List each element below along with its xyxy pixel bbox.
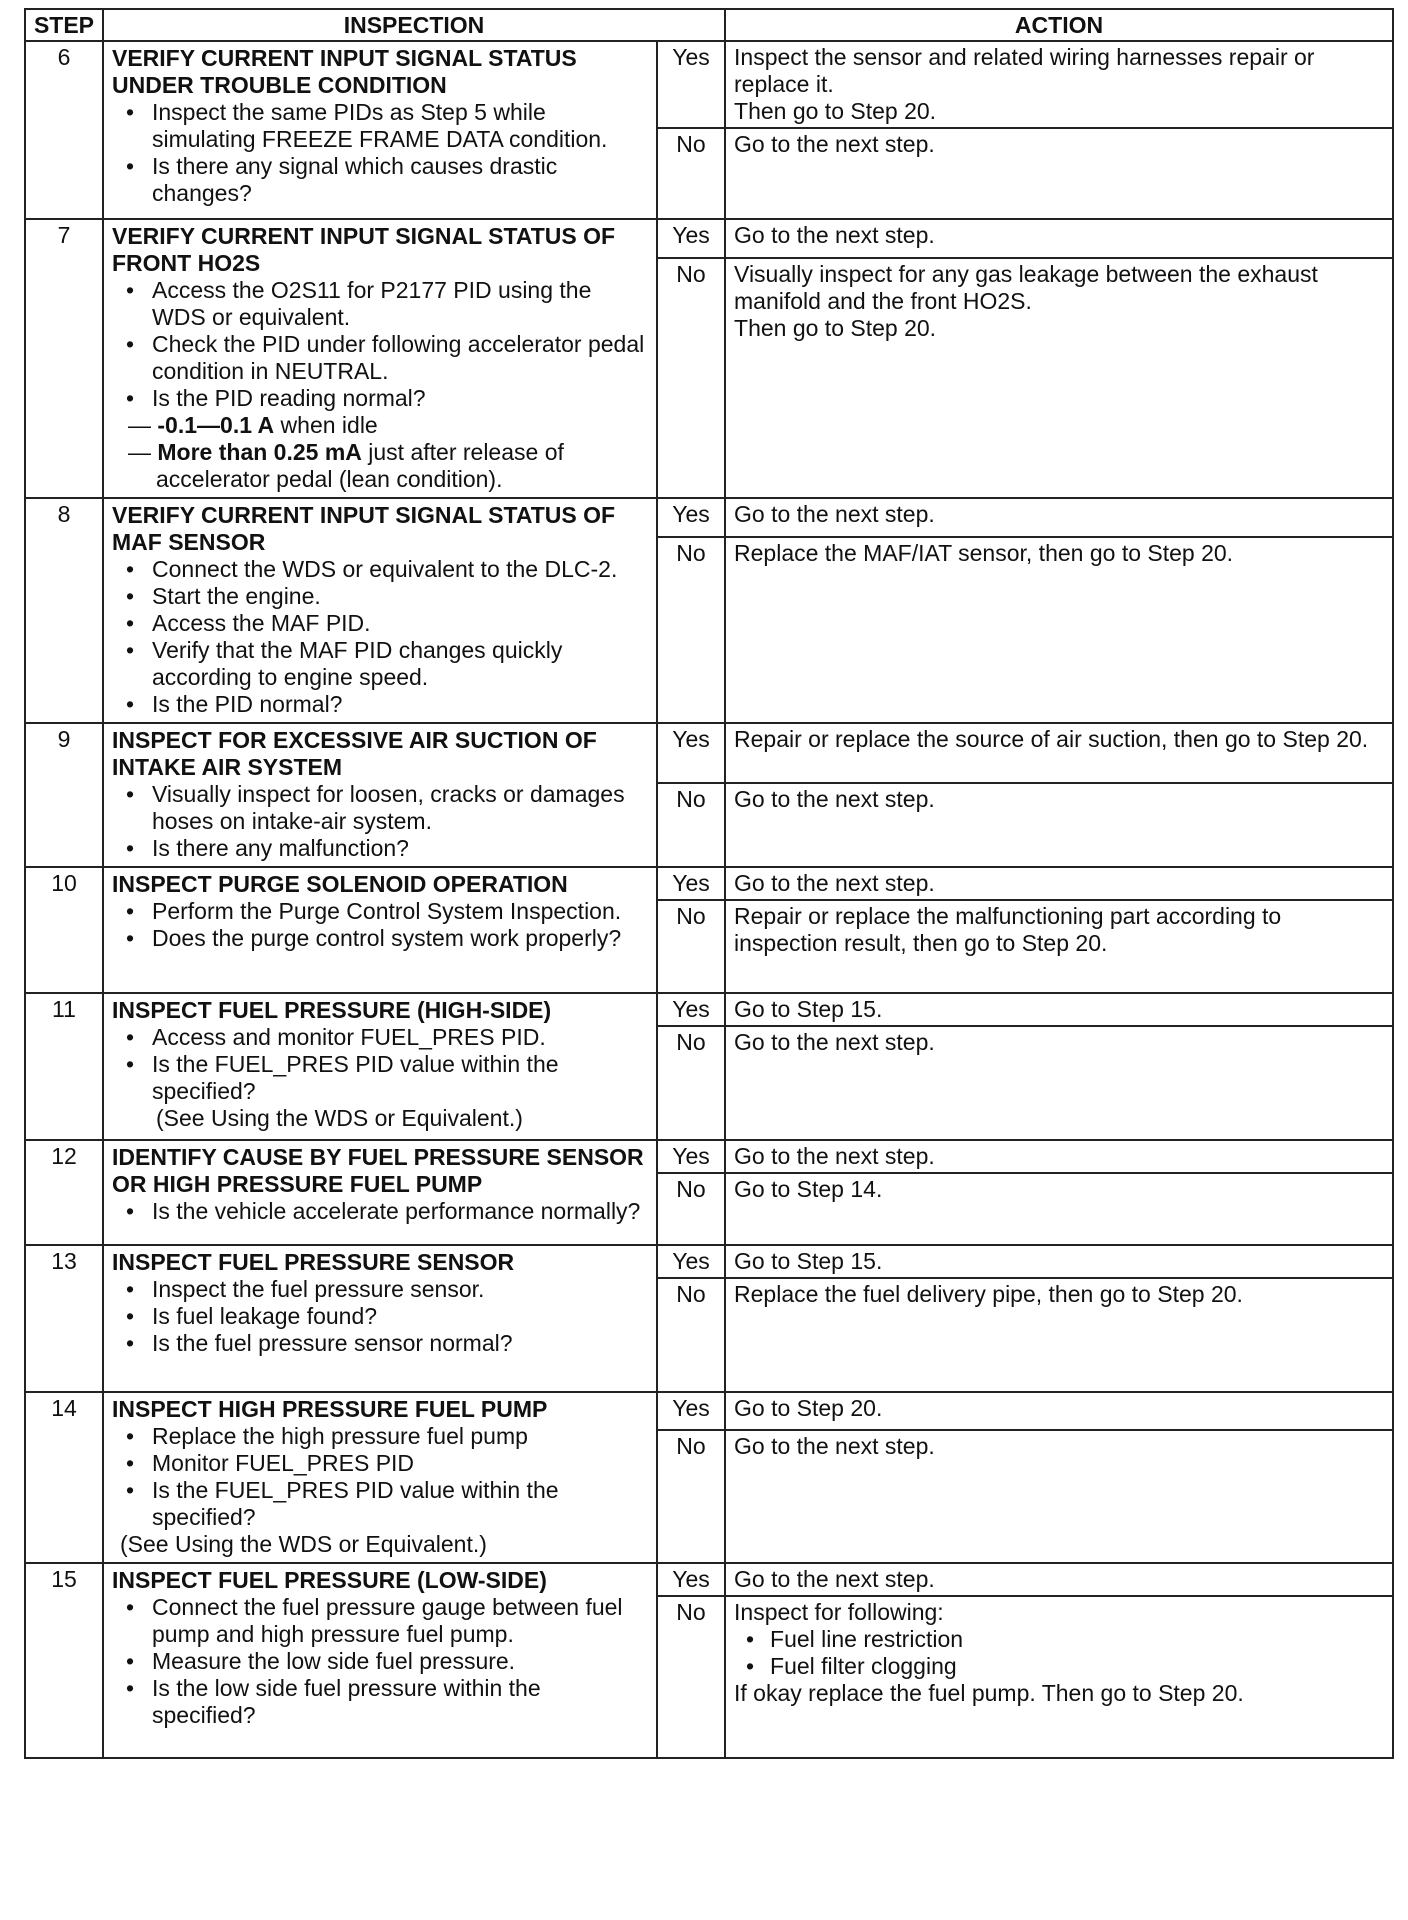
answer-no: No [657,900,725,993]
action-text: Go to the next step. [734,870,935,896]
table-row [25,1392,1393,1430]
inspection-cell [103,41,657,219]
table-row [25,41,1393,128]
yes-action [725,723,1393,783]
answer-no: No [657,783,725,867]
answer-yes: Yes [657,41,725,128]
action-text: Replace the fuel delivery pipe, then go to Step 20. [734,1281,1243,1307]
inspection-item: • Verify that the MAF PID changes quickly according to engine speed. [112,637,650,691]
inspection-steps [112,1594,650,1729]
inspection-item: • Is the low side fuel pressure within the specified? [112,1675,650,1729]
inspection-item: • Replace the high pressure fuel pump [112,1423,650,1450]
inspection-title: INSPECT FUEL PRESSURE SENSOR [112,1249,515,1275]
action-text: Go to the next step. [734,1433,935,1460]
yes-action [725,219,1393,258]
answer-yes: Yes [657,219,725,258]
inspection-cell [103,219,657,498]
inspection-item: • Connect the fuel pressure gauge between fuel pump and high pressure fuel pump. [112,1594,650,1648]
reference-note: (See Using the WDS or Equivalent.) [120,1531,487,1557]
answer-yes: Yes [657,1245,725,1278]
answer-no: No [657,1596,725,1758]
inspection-item: • Is fuel leakage found? [112,1303,650,1330]
no-action [725,783,1393,867]
no-action [725,258,1393,498]
inspection-item: • Is there any signal which causes drastic changes? [112,153,650,207]
header-action: ACTION [725,9,1393,41]
action-text: Go to the next step. [734,785,935,812]
inspection-title: INSPECT FOR EXCESSIVE AIR SUCTION OF INTAKE AIR SYSTEM [112,727,597,780]
no-action [725,1173,1393,1245]
action-text: Repair or replace the malfunctioning part according to inspection result, then go to Step 20. [734,903,1282,956]
action-text: Replace the MAF/IAT sensor, then go to Step 20. [734,539,1234,566]
inspection-item: • Is the FUEL_PRES PID value within the specified? [112,1051,650,1105]
answer-no: No [657,537,725,723]
inspection-item: • Monitor FUEL_PRES PID [112,1450,650,1477]
action-text: Inspect for following: [734,1599,944,1625]
inspection-item: • Is the vehicle accelerate performance normally? [112,1198,650,1225]
header-step: STEP [25,9,103,41]
table-row [25,498,1393,537]
inspection-steps [112,781,650,862]
action-text: Go to Step 15. [734,1248,883,1274]
criteria-dash: — [128,439,158,465]
inspection-cell [103,993,657,1140]
inspection-title: VERIFY CURRENT INPUT SIGNAL STATUS OF MAF SENSOR [112,502,616,555]
action-text: Inspect the sensor and related wiring harnesses repair or replace it. [734,44,1315,97]
inspection-cell [103,1140,657,1245]
criteria-dash: — [128,412,158,438]
no-action [725,900,1393,993]
table-header-row [25,9,1393,41]
inspection-item: • Inspect the same PIDs as Step 5 while simulating FREEZE FRAME DATA condition. [112,99,650,153]
no-action [725,537,1393,723]
inspection-steps [112,99,650,207]
inspection-title: IDENTIFY CAUSE BY FUEL PRESSURE SENSOR OR HIGH PRESSURE FUEL PUMP [112,1144,644,1197]
action-text: Then go to Step 20. [734,98,937,124]
table-row [25,867,1393,900]
no-action [725,1278,1393,1392]
yes-action [725,867,1393,900]
inspection-item: • Access the MAF PID. [112,610,650,637]
inspection-steps [112,898,650,952]
action-text: Go to the next step. [734,501,935,527]
inspection-steps [112,556,650,718]
header-inspection: INSPECTION [103,9,725,41]
action-text: Go to Step 15. [734,996,883,1022]
step-number: 6 [25,41,103,219]
table-row [25,993,1393,1026]
inspection-title: INSPECT FUEL PRESSURE (LOW-SIDE) [112,1567,547,1593]
table-row [25,1245,1393,1278]
criteria-value: More than 0.25 mA [157,439,362,465]
action-text: Go to Step 14. [734,1176,883,1202]
inspection-steps [112,1276,650,1357]
no-action [725,1596,1393,1758]
inspection-item: • Does the purge control system work properly? [112,925,650,952]
answer-no: No [657,128,725,219]
yes-action [725,1392,1393,1430]
yes-action [725,41,1393,128]
yes-action [725,1140,1393,1173]
inspection-item: • Access and monitor FUEL_PRES PID. [112,1024,650,1051]
step-number: 11 [25,993,103,1140]
step-number: 14 [25,1392,103,1563]
table-row [25,219,1393,258]
no-action [725,1430,1393,1563]
answer-yes: Yes [657,498,725,537]
action-text: Visually inspect for any gas leakage between the exhaust manifold and the front HO2S. [734,260,1318,314]
answer-yes: Yes [657,723,725,783]
answer-yes: Yes [657,867,725,900]
action-text: If okay replace the fuel pump. Then go to Step 20. [734,1680,1244,1706]
inspection-cell [103,1563,657,1758]
action-text: Go to the next step. [734,131,935,157]
action-text: Go to the next step. [734,1566,935,1592]
step-number: 10 [25,867,103,993]
step-number: 15 [25,1563,103,1758]
inspection-item: • Measure the low side fuel pressure. [112,1648,650,1675]
inspection-title: VERIFY CURRENT INPUT SIGNAL STATUS UNDER TROUBLE CONDITION [112,45,577,98]
inspection-cell [103,1245,657,1392]
answer-yes: Yes [657,1140,725,1173]
action-text: Then go to Step 20. [734,314,937,341]
answer-no: No [657,258,725,498]
table-row [25,1563,1393,1596]
inspection-cell [103,1392,657,1563]
table-row [25,1140,1393,1173]
action-text: Go to the next step. [734,222,935,248]
inspection-steps [112,1198,650,1225]
inspection-title: INSPECT HIGH PRESSURE FUEL PUMP [112,1396,548,1422]
step-number: 13 [25,1245,103,1392]
inspection-item: • Inspect the fuel pressure sensor. [112,1276,650,1303]
inspection-steps [112,277,650,412]
table-row [25,723,1393,783]
inspection-steps [112,1024,650,1105]
yes-action [725,1563,1393,1596]
criteria-list [112,412,650,493]
inspection-title: INSPECT FUEL PRESSURE (HIGH-SIDE) [112,997,552,1023]
criteria-text: when idle [274,412,378,438]
answer-yes: Yes [657,993,725,1026]
inspection-steps [112,1423,650,1531]
inspection-item: • Is the fuel pressure sensor normal? [112,1330,650,1357]
inspection-item: • Connect the WDS or equivalent to the DLC-2. [112,556,650,583]
inspection-item: • Is the FUEL_PRES PID value within the specified? [112,1477,650,1531]
step-number: 7 [25,219,103,498]
action-text: Go to the next step. [734,1143,935,1169]
action-text: Repair or replace the source of air suction, then go to Step 20. [734,726,1369,752]
answer-yes: Yes [657,1563,725,1596]
step-number: 8 [25,498,103,723]
inspection-item: • Start the engine. [112,583,650,610]
criteria-value: -0.1—0.1 A [157,412,275,438]
yes-action [725,993,1393,1026]
yes-action [725,1245,1393,1278]
answer-no: No [657,1430,725,1563]
inspection-cell [103,498,657,723]
criteria-text: just after release of accelerator pedal (lean condition). [156,439,564,492]
inspection-title: VERIFY CURRENT INPUT SIGNAL STATUS OF FRONT HO2S [112,223,616,276]
inspection-item: • Access the O2S11 for P2177 PID using the WDS or equivalent. [112,277,650,331]
inspection-title: INSPECT PURGE SOLENOID OPERATION [112,871,568,897]
step-number: 12 [25,1140,103,1245]
inspection-item: • Is the PID reading normal? [112,385,650,412]
action-check-item: • Fuel filter clogging [734,1653,1386,1680]
inspection-cell [103,867,657,993]
criteria-item [128,412,650,439]
action-checklist [734,1626,1386,1680]
reference-note: (See Using the WDS or Equivalent.) [156,1105,523,1131]
answer-no: No [657,1026,725,1140]
step-number: 9 [25,723,103,867]
diagnostic-procedure-table [24,8,1394,1759]
answer-yes: Yes [657,1392,725,1430]
yes-action [725,498,1393,537]
inspection-item: • Is the PID normal? [112,691,650,718]
action-check-item: • Fuel line restriction [734,1626,1386,1653]
inspection-item: • Visually inspect for loosen, cracks or damages hoses on intake-air system. [112,781,650,835]
answer-no: No [657,1278,725,1392]
inspection-item: • Is there any malfunction? [112,835,650,862]
no-action [725,128,1393,219]
answer-no: No [657,1173,725,1245]
inspection-cell [103,723,657,867]
criteria-item [128,439,650,493]
inspection-item: • Perform the Purge Control System Inspection. [112,898,650,925]
no-action [725,1026,1393,1140]
action-text: Go to Step 20. [734,1395,883,1421]
inspection-item: • Check the PID under following accelerator pedal condition in NEUTRAL. [112,331,650,385]
action-text: Go to the next step. [734,1029,935,1055]
